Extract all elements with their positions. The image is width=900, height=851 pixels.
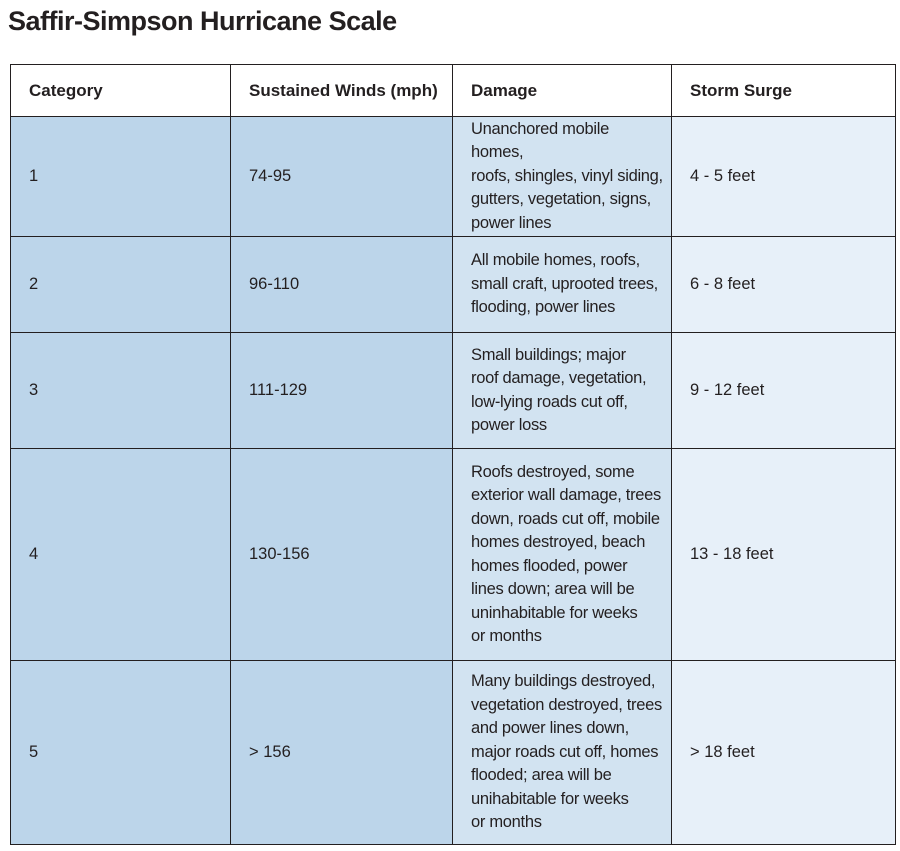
- header-sustained-winds: Sustained Winds (mph): [231, 65, 453, 117]
- damage-line: Many buildings destroyed,: [471, 672, 656, 691]
- damage-line: exterior wall damage, trees: [471, 486, 661, 504]
- storm-surge-cell: 9 - 12 feet: [672, 333, 896, 449]
- page-title: Saffir-Simpson Hurricane Scale: [8, 6, 397, 36]
- table-row: [11, 333, 896, 449]
- damage-cell: [453, 237, 672, 333]
- damage-cell: [453, 117, 672, 237]
- category-cell: 5: [11, 661, 231, 845]
- damage-line: roofs, shingles, vinyl siding,: [471, 166, 663, 185]
- category-cell: 1: [11, 117, 231, 237]
- damage-line: Small buildings; major: [471, 345, 626, 364]
- damage-line: uninhabitable for weeks: [471, 603, 638, 622]
- damage-line: major roads cut off, homes: [471, 742, 659, 761]
- storm-surge-cell: 13 - 18 feet: [672, 449, 896, 661]
- header-damage: Damage: [453, 65, 672, 117]
- storm-surge-cell: > 18 feet: [672, 661, 896, 845]
- category-cell: 3: [11, 333, 231, 449]
- damage-line: down, roads cut off, mobile: [471, 509, 660, 528]
- winds-cell: 96-110: [231, 237, 453, 333]
- hurricane-scale-table: [10, 64, 896, 845]
- damage-line: All mobile homes, roofs,: [471, 251, 640, 270]
- winds-cell: 130-156: [231, 449, 453, 661]
- damage-line: power lines: [471, 213, 552, 232]
- damage-line: or months: [471, 813, 542, 832]
- damage-line: or months: [471, 627, 542, 645]
- damage-line: flooded; area will be: [471, 766, 612, 785]
- table-row: [11, 449, 896, 661]
- damage-line: gutters, vegetation, signs,: [471, 190, 651, 209]
- damage-line: unihabitable for weeks: [471, 789, 629, 808]
- damage-line: flooding, power lines: [471, 298, 616, 317]
- damage-line: roof damage, vegetation,: [471, 369, 647, 387]
- category-cell: 4: [11, 449, 231, 661]
- damage-line: Unanchored mobile homes,: [471, 119, 609, 162]
- winds-cell: 111-129: [231, 333, 453, 449]
- damage-line: and power lines down,: [471, 719, 629, 738]
- damage-line: homes destroyed, beach: [471, 533, 646, 551]
- damage-line: small craft, uprooted trees,: [471, 274, 658, 293]
- damage-line: low-lying roads cut off,: [471, 392, 628, 411]
- storm-surge-cell: 6 - 8 feet: [672, 237, 896, 333]
- damage-line: homes flooded, power: [471, 556, 628, 575]
- damage-line: power loss: [471, 416, 547, 434]
- category-cell: 2: [11, 237, 231, 333]
- header-storm-surge: Storm Surge: [672, 65, 896, 117]
- table-header-row: [11, 65, 896, 117]
- damage-cell: [453, 661, 672, 845]
- damage-cell: [453, 333, 672, 449]
- header-category: Category: [11, 65, 231, 117]
- damage-cell: [453, 449, 672, 661]
- damage-line: vegetation destroyed, trees: [471, 695, 662, 714]
- winds-cell: > 156: [231, 661, 453, 845]
- table-row: [11, 661, 896, 845]
- table-row: [11, 117, 896, 237]
- damage-line: Roofs destroyed, some: [471, 462, 635, 481]
- table-row: [11, 237, 896, 333]
- winds-cell: 74-95: [231, 117, 453, 237]
- storm-surge-cell: 4 - 5 feet: [672, 117, 896, 237]
- damage-line: lines down; area will be: [471, 580, 635, 598]
